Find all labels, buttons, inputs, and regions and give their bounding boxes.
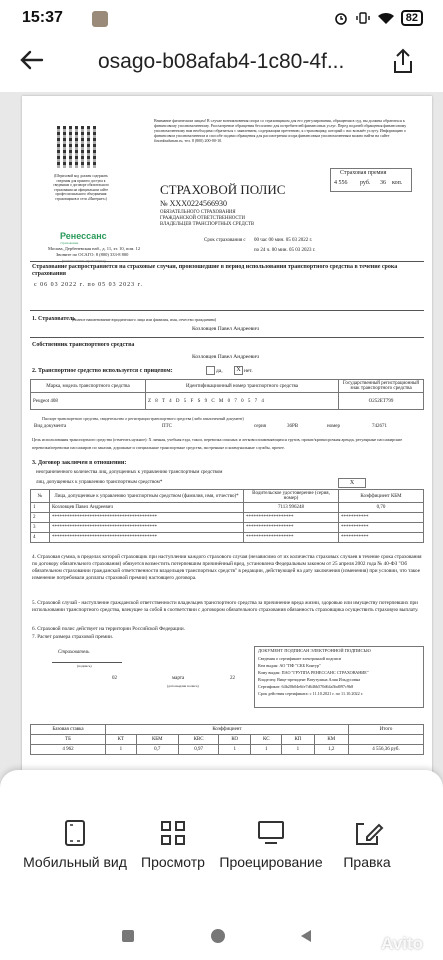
- driver-name: Козловцев Павел Андреевич: [50, 503, 244, 513]
- rate-table: [30, 724, 424, 755]
- action-sheet: [0, 770, 443, 920]
- qr-code: [57, 126, 99, 168]
- driver-kbm: ***********: [339, 523, 424, 533]
- mobile-view-icon: [20, 820, 130, 846]
- premium-value: 4 556: [334, 180, 348, 186]
- status-bar: [0, 0, 443, 38]
- contract-option-limited: лиц, допущенных к управлению транспортным средством*: [36, 480, 163, 485]
- table-row: [31, 745, 424, 755]
- driver-license: *******************: [244, 523, 339, 533]
- driver-kbm: ***********: [339, 513, 424, 523]
- insurer-phone: Звоните по ОСАГО: 8 (800) 333-8 800: [56, 252, 129, 257]
- esign-line: Кем выдан: АО "ПФ "СКБ Контур": [258, 663, 321, 668]
- header-note: Внимание физическим лицам! В случае возникновения спора со страховщиком для его урегулирования, обращения в суд, вы должны обратиться к финансовому уполномоченному. Рассмотрение обращения бесплатно для потребителей финансовых услуг. Перед подачей обращения финансовому уполномоченному вам необходимо обратиться с заявлением, содержащим претензию, к страховщику, который с вас возьмёт услугу. Информацию о финансовом уполномоченном и способе подачи обращения для рассмотрения спора финансовым уполномоченным можно найти на сайте finombudsman.ru, тел. 8 (800) 200-00-10.: [154, 118, 407, 143]
- term-from: 00 час 00 мин. 05 03 2022 г.: [254, 238, 313, 243]
- rate-value: 1: [106, 745, 137, 755]
- rate-header-base: Базовая ставка: [31, 725, 106, 735]
- drivers-header-kbm: Коэффициент КБМ: [339, 490, 424, 503]
- table-row: [31, 503, 424, 513]
- divider: [30, 337, 424, 338]
- trailer-no: нет.: [244, 368, 253, 374]
- driver-license: *******************: [244, 513, 339, 523]
- paragraph-7: 7. Расчет размера страховой премии.: [32, 634, 114, 640]
- file-title: osago-b08afab4-1c80-4f...: [98, 50, 345, 73]
- status-icons: [333, 10, 423, 26]
- paragraph-4: 4. Страховая сумма, в пределах которой страховщик при наступлении каждого страхового случая (независимо от их количества страховых случаев в течение срока страхования по договору обязательного страхования) обязуется возместить потерпевшим причинённый вред, установлена Федеральным законом от 25 апреля 2002 года № 40-ФЗ "Об обязательном страховании гражданской ответственности владельцев транспортных средств" в редакции, действующей на дату заключения (изменения) при условии, что такое изменение потребовали доплаты страховой премии) настоящего договора.: [32, 554, 422, 581]
- preview-icon: [118, 820, 228, 846]
- doc-number-label: номер: [327, 424, 340, 429]
- share-icon[interactable]: [392, 48, 414, 74]
- date-year: 22: [230, 676, 235, 681]
- contract-option-unlimited: неограниченного количества лиц, допущенных к управлению транспортным средством: [36, 470, 223, 475]
- policy-subtitle: ОБЯЗАТЕЛЬНОГО СТРАХОВАНИЯ ГРАЖДАНСКОЙ ОТВЕТСТВЕННОСТИ ВЛАДЕЛЬЦЕВ ТРАНСПОРТНЫХ СРЕДСТВ: [160, 210, 255, 227]
- drivers-header-license: Водительское удостоверение (серия, номер): [244, 490, 339, 503]
- notification-thumbnail-icon: [92, 11, 108, 27]
- preview-label: Просмотр: [141, 854, 205, 870]
- rate-sub-ko: КО: [219, 735, 251, 745]
- wifi-icon: [377, 11, 395, 25]
- rate-header-coef: Коэффициент: [106, 725, 349, 735]
- paragraph-6: 6. Страховой полис действует на территории Российской Федерации.: [32, 626, 185, 632]
- premium-rub: руб.: [360, 180, 371, 186]
- driver-license: 7113 996248: [244, 503, 339, 513]
- table-row: [31, 533, 424, 543]
- driver-name: ******************************************: [50, 533, 244, 543]
- esign-line: Сертификат: 64b20b04e6fe7d646b570d64a5bd097c9b8: [258, 684, 354, 689]
- doc-number: 742671: [372, 424, 387, 429]
- cover-dates: с 06 03 2022 г. по 05 03 2023 г.: [34, 282, 143, 288]
- drivers-header-name: Лица, допущенные к управлению транспортным средством (фамилия, имя, отчество)*: [50, 490, 244, 503]
- rate-sub-km: КМ: [314, 735, 348, 745]
- alarm-icon: [333, 10, 349, 26]
- esign-line: Кому выдан: ПАО "ГРУППА РЕНЕССАНС СТРАХОВАНИЕ": [258, 670, 369, 675]
- avito-watermark: Avito: [381, 934, 423, 953]
- car-col-plate: Государственный регистрационный знак транспортного средства: [339, 380, 424, 393]
- doc-series-label: серия: [254, 424, 266, 429]
- premium-label: Страховая премия: [340, 170, 387, 176]
- rate-sub-ks: КС: [251, 735, 282, 745]
- date-day: 02: [112, 676, 117, 681]
- logo-subtitle: страхование: [60, 241, 79, 245]
- owner-section: Собственник транспортного средства: [32, 342, 135, 348]
- paragraph-5: 5. Страховой случай - наступление гражданской ответственности владельцев транспортного средства за причинение вреда жизни, здоровью или имуществу потерпевших при использовании транспортного средства, влекущее за собой в соответствии с договором обязательного страхования обязанность страховщика осуществить страховую выплату.: [32, 600, 419, 613]
- rate-value: 1,2: [314, 745, 348, 755]
- insurer-address: Москва, Дербеневская наб., д. 11, эт. 10, пом. 12: [48, 246, 141, 251]
- doc-type: ПТС: [162, 424, 172, 429]
- back-arrow-icon[interactable]: [18, 46, 46, 81]
- cast-icon: [216, 820, 326, 846]
- rate-sub-kvs: КВС: [178, 735, 218, 745]
- app-toolbar: [0, 38, 443, 88]
- rate-sub-kt: КТ: [106, 735, 137, 745]
- esign-title: ДОКУМЕНТ ПОДПИСАН ЭЛЕКТРОННОЙ ПОДПИСЬЮ: [258, 648, 371, 653]
- insurer-logo: Ренессанс: [60, 231, 107, 241]
- trailer-section: 2. Транспортное средство используется с прицепом:: [32, 368, 173, 374]
- date-month: марта: [172, 676, 185, 681]
- table-row: [31, 513, 424, 523]
- premium-kop-label: коп.: [392, 180, 403, 186]
- rate-sub-kbm: КБМ: [136, 735, 178, 745]
- recents-icon[interactable]: [120, 928, 136, 949]
- rate-value: 1: [219, 745, 251, 755]
- trailer-yes: да,: [216, 368, 223, 374]
- back-nav-icon[interactable]: [298, 928, 314, 949]
- cast-label: Проецирование: [219, 854, 323, 870]
- rate-value: 1: [282, 745, 314, 755]
- esign-line: Сведения о сертификате электронной подписи: [258, 656, 341, 661]
- qr-note: (Штриховой код должен содержать сведения для прямого доступа к сведениям о договоре обязательного страхования на официальном сайте профессионального объединения страховщиков в сети «Интернет»): [53, 174, 109, 201]
- car-col-vin: Идентификационный номер транспортного средства: [146, 380, 339, 393]
- premium-kop: 36: [380, 180, 386, 186]
- driver-n: 4: [31, 533, 50, 543]
- rate-sub-tb: ТБ: [31, 735, 106, 745]
- car-vin: Z 8 T 4 D 5 F S 9 C M 0 7 0 5 7 4: [146, 393, 339, 410]
- rate-sub-blank: [349, 735, 424, 745]
- status-time: 15:37: [22, 9, 63, 26]
- owner-name: Козловцев Павел Андреевич: [192, 354, 259, 360]
- car-plate: О252ЕТ799: [339, 393, 424, 410]
- sign-line: [52, 662, 122, 663]
- drivers-table: [30, 489, 424, 543]
- insurer-section: 1. Страхователь: [32, 316, 76, 322]
- esign-line: Владелец: Вице-президент Ватутулина Алия Ильдусовна: [258, 677, 361, 682]
- contract-section: 3. Договор заключен в отношении:: [32, 460, 127, 466]
- vibrate-icon: [355, 10, 371, 26]
- policy-number: № ХХХ0224566930: [160, 199, 227, 208]
- divider: [30, 261, 424, 262]
- rate-header-total: Итого: [349, 725, 424, 735]
- esign-line: Срок действия сертификата: с 11.10.2021 г. по 11.10.2022 г.: [258, 691, 364, 696]
- driver-name: ******************************************: [50, 523, 244, 533]
- rate-value: 0,97: [178, 745, 218, 755]
- purpose-line: Цель использования транспортного средства (отметить нужное): X личная, учебная езда, такси, перевозка опасных и легковоспламеняющихся грузов, прокат/краткосрочная аренда, регулярные пассажирские перевозки/перевозки пассажиров по заказам, дорожные и специальные транспортные средства, экстренные и коммунальные службы, прочее.: [32, 437, 403, 450]
- vehicle-table: [30, 379, 424, 410]
- driver-name: ******************************************: [50, 513, 244, 523]
- rate-value: 1: [251, 745, 282, 755]
- rate-value: 0,7: [136, 745, 178, 755]
- driver-n: 2: [31, 513, 50, 523]
- doc-caption: Паспорт транспортного средства, свидетельство о регистрации транспортного средства (либо аналогичный документ): [42, 416, 244, 421]
- system-nav-bar: [0, 920, 443, 960]
- sign-caption: (подпись): [77, 664, 92, 668]
- trailer-yes-checkbox: [206, 366, 215, 375]
- rate-sub-kp: КП: [282, 735, 314, 745]
- insurer-name: Козловцев Павел Андреевич: [192, 326, 259, 332]
- term-label: Срок страхования с: [204, 238, 246, 243]
- sign-label: Страхователь: [58, 650, 90, 655]
- driver-kbm: 0,70: [339, 503, 424, 513]
- home-icon[interactable]: [210, 928, 226, 949]
- rate-total: 4 556,36 руб.: [349, 745, 424, 755]
- date-caption: (дата выдачи полиса): [167, 684, 199, 688]
- mobile-view-label: Мобильный вид: [23, 854, 127, 870]
- contract-mark: X: [338, 478, 366, 488]
- table-row: [31, 523, 424, 533]
- edit-label: Правка: [343, 854, 391, 870]
- cover-section: Страхование распространяется на страховые случаи, произошедшие в период использования транспортного средства в течение срока страхования: [32, 264, 398, 277]
- driver-license: *******************: [244, 533, 339, 543]
- divider: [30, 310, 424, 311]
- car-model: Peugeot 408: [31, 393, 146, 410]
- edit-icon: [312, 820, 422, 846]
- trailer-no-checkbox: X: [234, 366, 243, 375]
- driver-kbm: ***********: [339, 533, 424, 543]
- driver-n: 1: [31, 503, 50, 513]
- drivers-header-n: №: [31, 490, 50, 503]
- doc-type-label: Вид документа: [34, 424, 67, 429]
- term-to: по 24 ч. 00 мин. 05 03 2023 г.: [254, 248, 316, 253]
- driver-n: 3: [31, 523, 50, 533]
- rate-value: 4 962: [31, 745, 106, 755]
- battery-indicator: 82: [401, 10, 423, 26]
- insurer-hint: (полное наименование юридического лица или фамилия, имя, отчество гражданина): [72, 317, 217, 322]
- doc-series: 36РВ: [287, 424, 299, 429]
- car-col-model: Марка, модель транспортного средства: [31, 380, 146, 393]
- policy-title: СТРАХОВОЙ ПОЛИС: [160, 182, 286, 197]
